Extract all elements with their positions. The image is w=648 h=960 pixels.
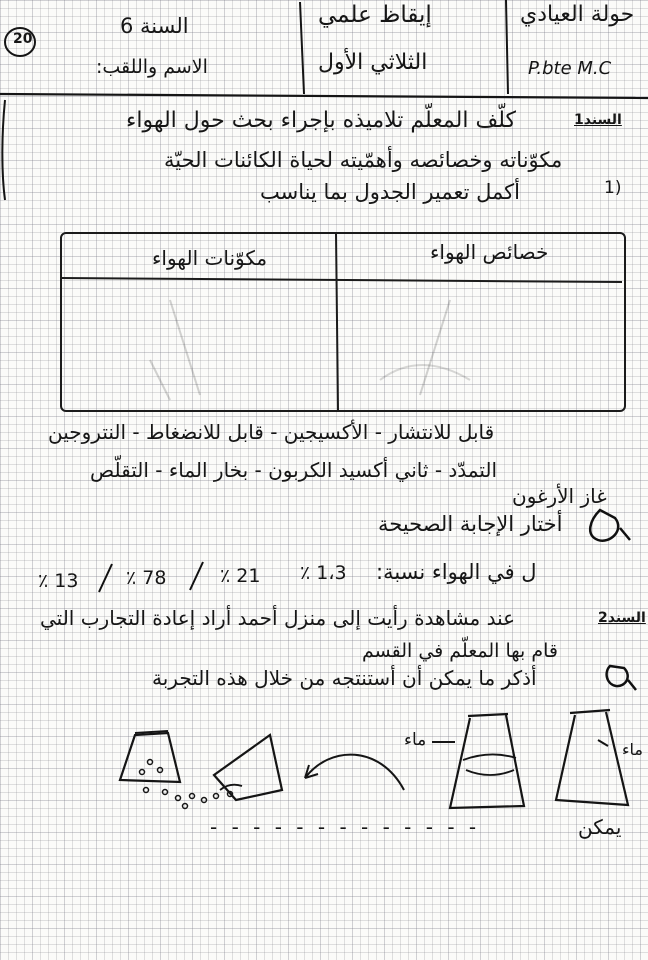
word-bank-line-1: قابل للانتشار - الأكسيجين - قابل للانضغاط - النتروجين	[48, 420, 495, 444]
figure-label: ماء	[622, 740, 643, 759]
subject-title: إيقاظ علمي	[318, 2, 432, 28]
section-3-instruction: أذكر ما يمكن أن أستنتجه من خلال هذه التجربة	[152, 666, 537, 690]
school-name: حولة العيادي	[520, 2, 635, 27]
section-3-label: السند2	[598, 610, 646, 626]
option-1: 1،3 ٪	[300, 562, 347, 584]
term-title: الثلاثي الأول	[318, 50, 428, 75]
word-bank-line-3: غاز الأرغون	[512, 484, 607, 508]
score-label: 20	[13, 31, 33, 47]
word-bank-line-2: التمدّد - ثاني أكسيد الكربون - بخار الماء - التقلّص	[90, 458, 498, 482]
table-header-properties: خصائص الهواء	[430, 240, 549, 264]
section-1-line-1: كلّف المعلّم تلاميذه بإجراء بحث حول الهواء	[126, 108, 516, 133]
section-1-line-2: مكوّناته وخصائصه وأهمّيته لحياة الكائنات الحيّة	[164, 148, 563, 172]
school-code: P.bte M.C	[528, 58, 612, 79]
option-4: 13 ٪	[38, 570, 79, 592]
section-3-line-2: قام بها المعلّم في القسم	[362, 640, 558, 662]
table-header-components: مكوّنات الهواء	[152, 246, 268, 270]
answer-blank: - - - - - - - - - - - - -	[210, 815, 481, 839]
name-field-label: الاسم واللقب:	[96, 56, 208, 78]
option-2: 21 ٪	[220, 565, 261, 587]
section-1-instruction: أكمل تعمير الجدول بما يناسب	[260, 180, 521, 204]
answer-label: يمكن	[578, 815, 622, 839]
section-2-question: ل في الهواء نسبة:	[376, 560, 537, 584]
section-2-instruction: أختار الإجابة الصحيحة	[378, 512, 563, 536]
section-3-line-1: عند مشاهدة رأيت إلى منزل أحمد أراد إعادة التجارب التي	[40, 606, 516, 630]
instruction-number: 1)	[604, 178, 622, 198]
arrow-label: ماء	[404, 730, 427, 750]
grade-label: السنة 6	[120, 14, 189, 38]
option-3: 78 ٪	[126, 567, 167, 589]
section-1-label: السند1	[574, 112, 622, 128]
